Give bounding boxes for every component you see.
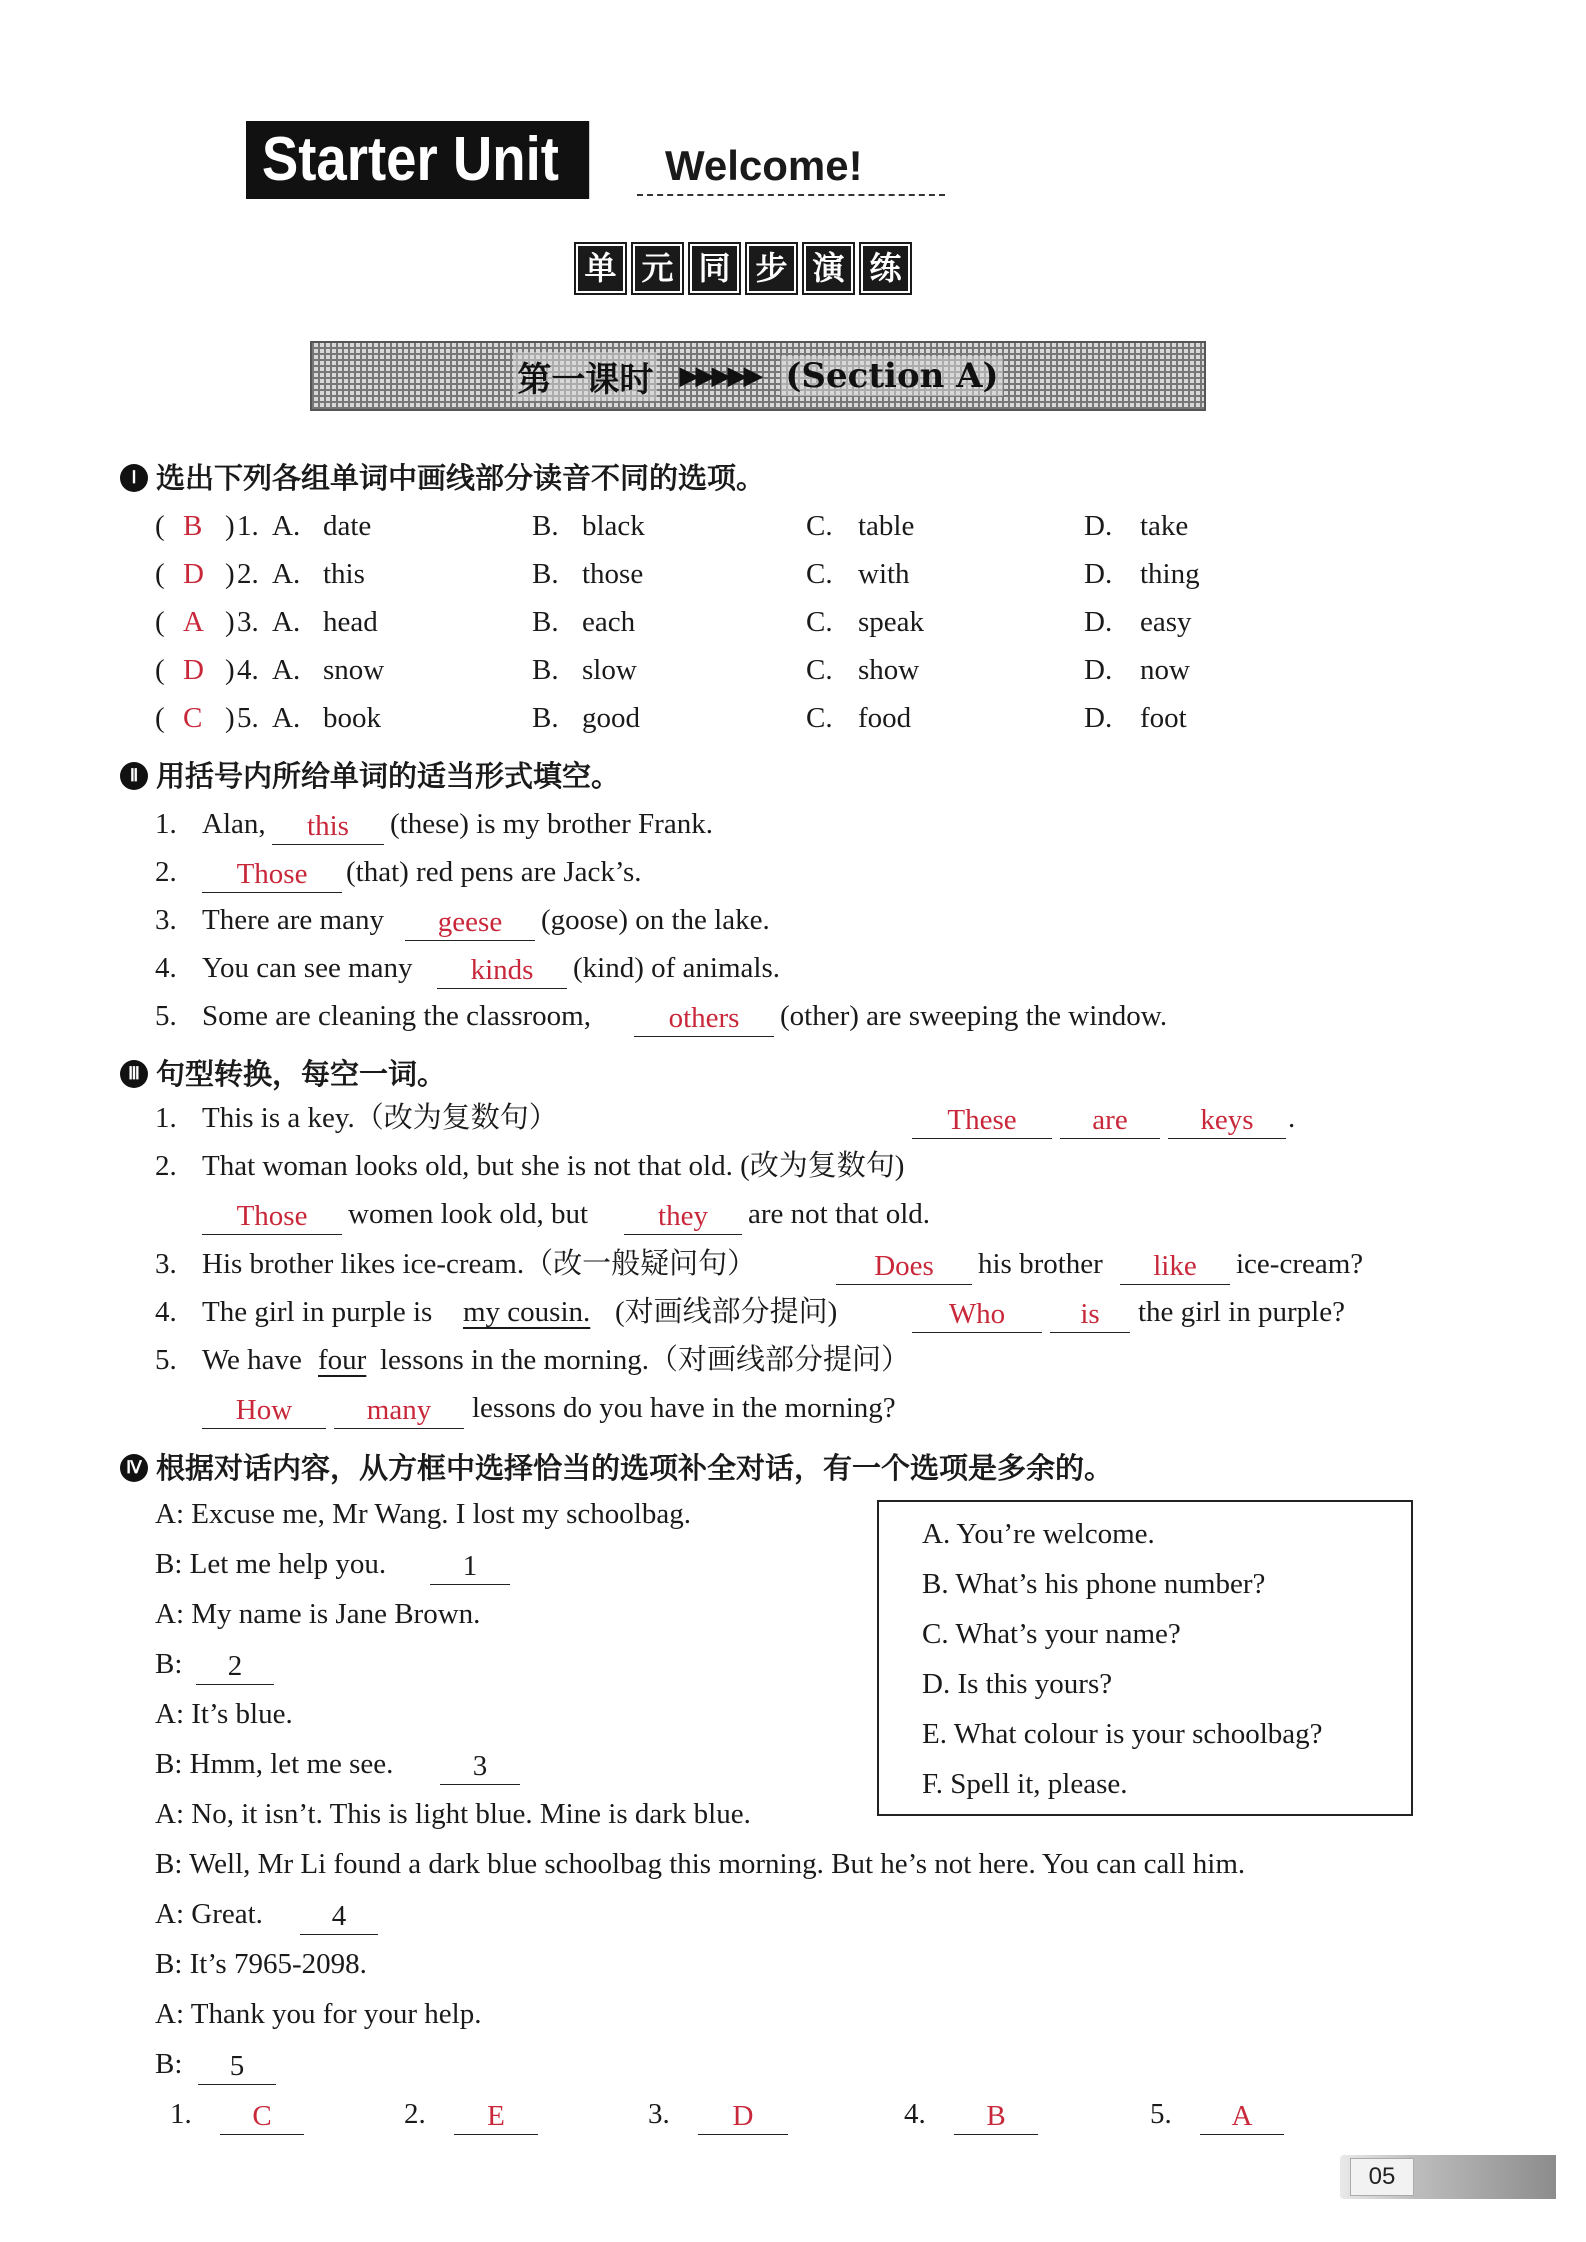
option-word: slow: [582, 654, 637, 686]
answer-blank: E: [454, 2098, 538, 2135]
option-word: now: [1140, 654, 1190, 686]
option-letter: C.: [806, 510, 833, 542]
answer-number: 1.: [170, 2098, 192, 2130]
answer: A: [183, 606, 204, 638]
banner-char: 单: [576, 244, 625, 293]
answer-blank: C: [220, 2098, 304, 2135]
option-letter: B.: [532, 606, 559, 638]
banner-char: 演: [804, 244, 853, 293]
lesson-section: (Section A): [781, 356, 1002, 396]
banner-char: 步: [747, 244, 796, 293]
answer-number: 3.: [648, 2098, 670, 2130]
answer-number: 4.: [904, 2098, 926, 2130]
question-number: 1.: [155, 808, 177, 840]
answer-blank: Those: [202, 856, 342, 893]
dialogue-blank: 2: [196, 1648, 274, 1685]
dialogue-blank: 4: [300, 1898, 378, 1935]
option-word: thing: [1140, 558, 1200, 590]
dialogue-line: B: It’s 7965-2098.: [155, 1948, 367, 1980]
question-text: (goose) on the lake.: [541, 904, 770, 936]
banner-char: 同: [690, 244, 739, 293]
option-letter: C.: [806, 558, 833, 590]
option-word: black: [582, 510, 645, 542]
option-word: food: [858, 702, 912, 734]
dialogue-line: A: Excuse me, Mr Wang. I lost my schoolbag.: [155, 1498, 691, 1530]
answer-blank: A: [1200, 2098, 1284, 2135]
question-text: The girl in purple is: [202, 1296, 433, 1328]
lesson-banner: [310, 341, 1206, 411]
section-badge: Ⅳ: [120, 1454, 148, 1482]
option-letter: B.: [532, 558, 559, 590]
question-number: 2.: [155, 1150, 177, 1182]
option-word: take: [1140, 510, 1189, 542]
question-number: 5.: [155, 1000, 177, 1032]
question-text: His brother likes ice-cream.（改一般疑问句）: [202, 1248, 757, 1280]
option-letter: A.: [272, 510, 301, 542]
option-word: snow: [323, 654, 385, 686]
unit-subtitle: Welcome!: [665, 142, 863, 189]
question-text: We have: [202, 1344, 302, 1376]
answer-blank: D: [698, 2098, 788, 2135]
unit-title: Starter Unit 3: [246, 121, 589, 199]
paren-open: (: [155, 558, 165, 590]
section-title: 句型转换，每空一词。: [156, 1057, 447, 1091]
answer-blank: geese: [405, 904, 535, 941]
question-text: (that) red pens are Jack’s.: [346, 856, 642, 888]
dialogue-line: A: Great.: [155, 1898, 263, 1930]
option-word: show: [858, 654, 920, 686]
question-number: 3.: [237, 606, 259, 638]
option-item: F. Spell it, please.: [922, 1768, 1128, 1800]
option-word: foot: [1140, 702, 1187, 734]
paren-open: (: [155, 654, 165, 686]
question-text: the girl in purple?: [1138, 1296, 1345, 1328]
dialogue-line: A: Thank you for your help.: [155, 1998, 482, 2030]
section-title: 根据对话内容，从方框中选择恰当的选项补全对话，有一个选项是多余的。: [156, 1451, 1114, 1485]
answer-blank: These: [912, 1102, 1052, 1139]
question-text: There are many: [202, 904, 384, 936]
question-number: 5.: [155, 1344, 177, 1376]
dialogue-line: B:: [155, 1648, 183, 1680]
option-letter: C.: [806, 606, 833, 638]
end-punct: .: [1288, 1102, 1296, 1134]
question-text: (other) are sweeping the window.: [780, 1000, 1168, 1032]
question-text: You can see many: [202, 952, 413, 984]
question-text: (these) is my brother Frank.: [390, 808, 713, 840]
answer-blank: others: [634, 1000, 774, 1037]
paren-close: ): [225, 510, 235, 542]
page-number: 05: [1350, 2158, 1414, 2196]
arrows-icon: ▶▶▶▶▶: [679, 361, 760, 391]
answer-blank: is: [1050, 1296, 1130, 1333]
answer-blank: How: [202, 1392, 326, 1429]
question-text: This is a key.（改为复数句）: [202, 1102, 558, 1134]
section-1-heading: [120, 458, 765, 498]
answer: D: [183, 558, 204, 590]
answer-blank: Those: [202, 1198, 342, 1235]
option-letter: A.: [272, 702, 301, 734]
question-text: lessons do you have in the morning?: [472, 1392, 896, 1424]
question-text: are not that old.: [748, 1198, 931, 1230]
dialogue-line: B: Hmm, let me see.: [155, 1748, 394, 1780]
question-text: his brother: [978, 1248, 1103, 1280]
lesson-label: 第一课时: [513, 352, 657, 401]
question-number: 4.: [155, 1296, 177, 1328]
paren-open: (: [155, 702, 165, 734]
underlined-text: my cousin.: [463, 1296, 591, 1328]
question-number: 3.: [155, 904, 177, 936]
option-word: date: [323, 510, 372, 542]
answer-blank: are: [1060, 1102, 1160, 1139]
question-text: ice-cream?: [1236, 1248, 1364, 1280]
section-badge: Ⅰ: [120, 464, 148, 492]
paren-close: ): [225, 654, 235, 686]
option-box: [877, 1500, 1413, 1816]
answer-blank: like: [1120, 1248, 1230, 1285]
question-number: 1.: [155, 1102, 177, 1134]
option-word: easy: [1140, 606, 1192, 638]
question-text: That woman looks old, but she is not that old. (改为复数句): [202, 1150, 905, 1182]
option-word: table: [858, 510, 915, 542]
dialogue-line: B: Well, Mr Li found a dark blue schoolbag this morning. But he’s not here. You can call him.: [155, 1848, 1246, 1880]
banner-char: 元: [633, 244, 682, 293]
paren-open: (: [155, 510, 165, 542]
option-item: D. Is this yours?: [922, 1668, 1113, 1700]
option-word: this: [323, 558, 365, 590]
question-text: (kind) of animals.: [573, 952, 780, 984]
practice-banner: [576, 244, 910, 293]
answer: C: [183, 702, 203, 734]
section-badge: Ⅱ: [120, 762, 148, 790]
option-item: E. What colour is your schoolbag?: [922, 1718, 1323, 1750]
option-letter: D.: [1084, 654, 1113, 686]
answer-blank: this: [272, 808, 384, 845]
dialogue-line: A: My name is Jane Brown.: [155, 1598, 481, 1630]
question-text: women look old, but: [348, 1198, 589, 1230]
question-number: 4.: [155, 952, 177, 984]
paren-close: ): [225, 606, 235, 638]
answer-blank: Who: [912, 1296, 1042, 1333]
section-4-heading: [120, 1448, 1113, 1488]
option-item: B. What’s his phone number?: [922, 1568, 1266, 1600]
option-word: book: [323, 702, 381, 734]
dialogue-line: A: No, it isn’t. This is light blue. Mine is dark blue.: [155, 1798, 751, 1830]
section-badge: Ⅲ: [120, 1060, 148, 1088]
title-divider: [637, 194, 945, 196]
section-title: 选出下列各组单词中画线部分读音不同的选项。: [156, 461, 766, 495]
option-letter: A.: [272, 558, 301, 590]
option-letter: D.: [1084, 702, 1113, 734]
option-item: C. What’s your name?: [922, 1618, 1181, 1650]
option-letter: A.: [272, 606, 301, 638]
paren-close: ): [225, 702, 235, 734]
option-letter: D.: [1084, 510, 1113, 542]
question-text: Alan,: [202, 808, 266, 840]
dialogue-blank: 5: [198, 2048, 276, 2085]
section-3-heading: [120, 1054, 446, 1094]
option-word: speak: [858, 606, 925, 638]
underlined-text: four: [318, 1344, 367, 1376]
paren-close: ): [225, 558, 235, 590]
answer-blank: Does: [836, 1248, 972, 1285]
option-word: with: [858, 558, 910, 590]
option-item: A. You’re welcome.: [922, 1518, 1155, 1550]
answer-blank: B: [954, 2098, 1038, 2135]
paren-open: (: [155, 606, 165, 638]
option-word: good: [582, 702, 640, 734]
option-letter: D.: [1084, 606, 1113, 638]
answer: D: [183, 654, 204, 686]
dialogue-line: B:: [155, 2048, 183, 2080]
answer-number: 5.: [1150, 2098, 1172, 2130]
dialogue-line: A: It’s blue.: [155, 1698, 293, 1730]
question-text: Some are cleaning the classroom,: [202, 1000, 591, 1032]
section-2-heading: [120, 756, 620, 796]
answer-blank: keys: [1168, 1102, 1286, 1139]
answer-blank: many: [334, 1392, 464, 1429]
option-letter: B.: [532, 702, 559, 734]
answer-number: 2.: [404, 2098, 426, 2130]
answer: B: [183, 510, 203, 542]
banner-char: 练: [861, 244, 910, 293]
option-letter: A.: [272, 654, 301, 686]
option-letter: C.: [806, 702, 833, 734]
question-number: 2.: [155, 856, 177, 888]
option-word: those: [582, 558, 644, 590]
question-number: 2.: [237, 558, 259, 590]
option-letter: B.: [532, 654, 559, 686]
option-letter: B.: [532, 510, 559, 542]
dialogue-blank: 1: [430, 1548, 510, 1585]
option-word: each: [582, 606, 636, 638]
option-word: head: [323, 606, 378, 638]
option-letter: D.: [1084, 558, 1113, 590]
dialogue-line: B: Let me help you.: [155, 1548, 387, 1580]
answer-blank: kinds: [437, 952, 567, 989]
option-letter: C.: [806, 654, 833, 686]
question-number: 3.: [155, 1248, 177, 1280]
question-text: lessons in the morning.（对画线部分提问）: [380, 1344, 911, 1376]
question-number: 4.: [237, 654, 259, 686]
section-title: 用括号内所给单词的适当形式填空。: [156, 759, 621, 793]
dialogue-blank: 3: [440, 1748, 520, 1785]
question-number: 1.: [237, 510, 259, 542]
question-text: (对画线部分提问): [615, 1296, 838, 1328]
answer-blank: they: [624, 1198, 742, 1235]
question-number: 5.: [237, 702, 259, 734]
